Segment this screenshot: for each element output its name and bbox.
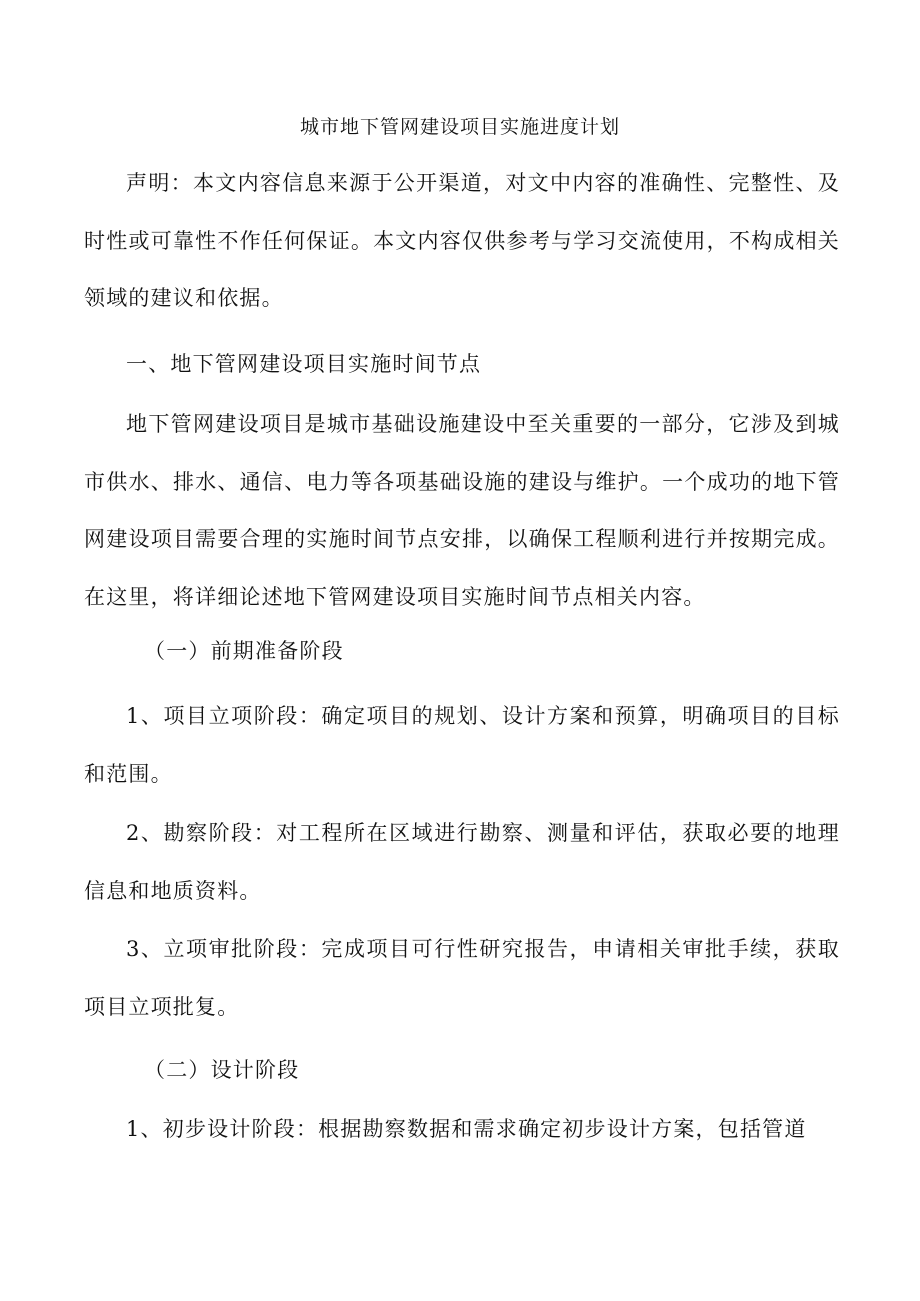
subsection-heading-design: （二）设计阶段 [144,1058,300,1082]
document-title: 城市地下管网建设项目实施进度计划 [299,116,620,138]
preparation-item-3: 3、立项审批阶段：完成项目可行性研究报告，申请相关审批手续，获取项目立项批复。 [84,937,840,1019]
preparation-item-1: 1、项目立项阶段：确定项目的规划、设计方案和预算，明确项目的目标和范围。 [84,704,840,786]
subsection-heading-preparation: （一）前期准备阶段 [144,639,344,663]
disclaimer-paragraph: 声明：本文内容信息来源于公开渠道，对文中内容的准确性、完整性、及时性或可靠性不作任何保证。本文内容仅供参考与学习交流使用，不构成相关领域的建议和依据。 [84,171,840,310]
section-heading-1: 一、地下管网建设项目实施时间节点 [126,352,482,376]
design-item-1: 1、初步设计阶段：根据勘察数据和需求确定初步设计方案，包括管道 [126,1117,807,1141]
section-1-intro-paragraph: 地下管网建设项目是城市基础设施建设中至关重要的一部分，它涉及到城市供水、排水、通信、电力等各项基础设施的建设与维护。一个成功的地下管网建设项目需要合理的实施时间节点安排，以确保工程顺利进行并按期完成。在这里，将详细论述地下管网建设项目实施时间节点相关内容。 [84,412,840,609]
preparation-item-2: 2、勘察阶段：对工程所在区域进行勘察、测量和评估，获取必要的地理信息和地质资料。 [84,821,840,903]
